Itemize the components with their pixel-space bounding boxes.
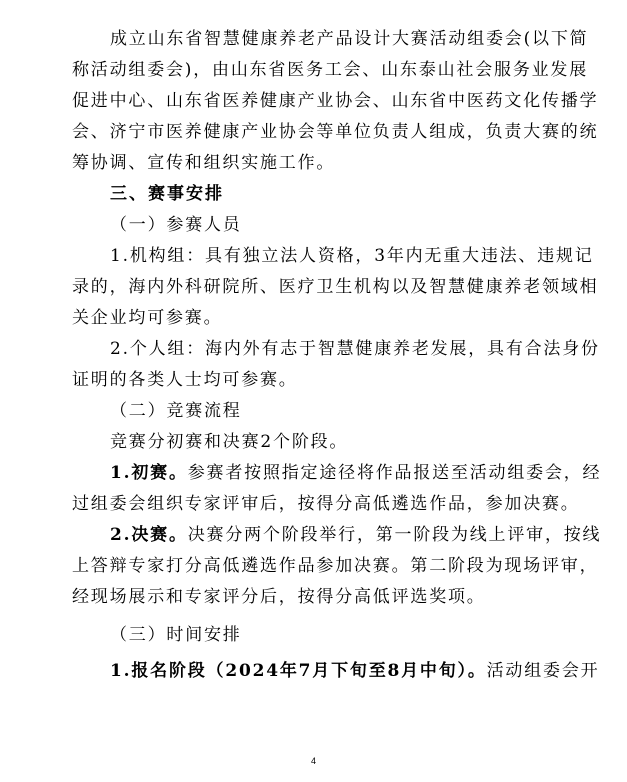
paragraph-line: 上答辩专家打分高低遴选作品参加决赛。第二阶段为现场评审， (72, 556, 599, 576)
page-number: 4 (310, 756, 316, 766)
paragraph-line: 关企业均可参赛。 (72, 308, 223, 328)
subsection-heading: （三）时间安排 (110, 625, 242, 645)
paragraph-line (110, 462, 601, 484)
registration-text: 活动组委会开 (486, 661, 600, 681)
paragraph-line: 成立山东省智慧健康养老产品设计大赛活动组委会(以下简 (110, 29, 589, 49)
paragraph-line: 会、济宁市医养健康产业协会等单位负责人组成，负责大赛的统 (72, 122, 599, 142)
paragraph-line: 竞赛分初赛和决赛2个阶段。 (110, 432, 349, 452)
stage-text: 决赛分两个阶段举行，第一阶段为线上评审，按线 (187, 525, 602, 545)
paragraph-line: 2.个人组：海内外有志于智慧健康养老发展，具有合法身份 (110, 339, 600, 359)
paragraph-line (110, 524, 601, 546)
registration-label: 1.报名阶段（2024年7月下旬至8月中旬）。 (110, 661, 487, 681)
paragraph-line (110, 660, 599, 682)
paragraph-line: 1.机构组：具有独立法人资格，3年内无重大违法、违规记 (110, 246, 594, 266)
paragraph-line: 称活动组委会)，由山东省医务工会、山东泰山社会服务业发展 (72, 60, 589, 80)
paragraph-line: 筹协调、宣传和组织实施工作。 (72, 153, 336, 173)
paragraph-line: 过组委会组织专家评审后，按得分高低遴选作品，参加决赛。 (72, 494, 580, 514)
stage-label: 1.初赛。 (110, 463, 188, 483)
paragraph-line: 经现场展示和专家评分后，按得分高低评选奖项。 (72, 587, 486, 607)
subsection-heading: （一）参赛人员 (110, 215, 242, 235)
stage-text: 参赛者按照指定途径将作品报送至活动组委会，经 (187, 463, 602, 483)
paragraph-line: 证明的各类人士均可参赛。 (72, 370, 298, 390)
section-heading: 三、赛事安排 (110, 184, 224, 204)
stage-label: 2.决赛。 (110, 525, 188, 545)
paragraph-line: 促进中心、山东省医养健康产业协会、山东省中医药文化传播学 (72, 91, 599, 111)
subsection-heading: （二）竞赛流程 (110, 401, 242, 421)
paragraph-line: 录的，海内外科研院所、医疗卫生机构以及智慧健康养老领域相 (72, 277, 599, 297)
